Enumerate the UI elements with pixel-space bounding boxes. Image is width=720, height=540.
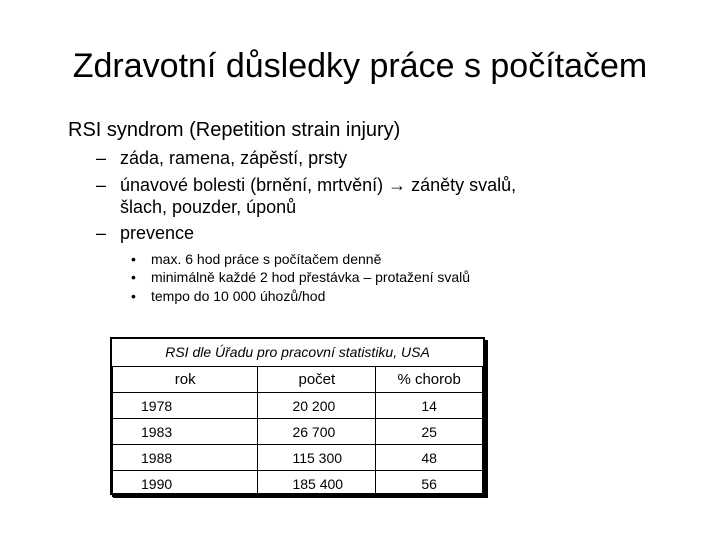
table-row: [113, 471, 483, 497]
cell-percent: 25: [376, 419, 483, 445]
data-table: [112, 366, 483, 497]
bullet-dot: •: [131, 269, 136, 285]
cell-count: 185 400: [258, 471, 376, 497]
slide-title: Zdravotní důsledky práce s počítačem: [72, 47, 648, 85]
header-count: počet: [258, 367, 376, 393]
cell-year: 1990: [113, 471, 258, 497]
bullet-dot: •: [131, 288, 136, 304]
bullet-dot: •: [131, 251, 136, 267]
prevention-item-text: minimálně každé 2 hod přestávka – protažení svalů: [151, 269, 471, 285]
cell-year: 1983: [113, 419, 258, 445]
table-caption: RSI dle Úřadu pro pracovní statistiku, USA: [165, 344, 430, 360]
cell-count: 20 200: [258, 393, 376, 419]
table-header-row: [113, 367, 483, 393]
cell-count: 26 700: [258, 419, 376, 445]
sub-bullet-text: šlach, pouzder, úponů: [120, 197, 297, 217]
table-row: [113, 445, 483, 471]
prevention-item-text: tempo do 10 000 úhozů/hod: [151, 288, 326, 304]
prevention-item-text: max. 6 hod práce s počítačem denně: [151, 251, 382, 267]
sub-bullet-text: prevence: [120, 223, 195, 243]
cell-percent: 14: [376, 393, 483, 419]
dash-marker: –: [96, 175, 107, 195]
table-row: [113, 419, 483, 445]
dash-marker: –: [96, 223, 107, 243]
cell-year: 1988: [113, 445, 258, 471]
dash-marker: –: [96, 148, 107, 168]
header-percent: % chorob: [376, 367, 483, 393]
table-row: [113, 393, 483, 419]
header-year: rok: [113, 367, 258, 393]
cell-count: 115 300: [258, 445, 376, 471]
rsi-statistics-table: [110, 337, 485, 495]
cell-year: 1978: [113, 393, 258, 419]
main-bullet: RSI syndrom (Repetition strain injury): [68, 119, 401, 141]
cell-percent: 48: [376, 445, 483, 471]
sub-bullet-text: únavové bolesti (brnění, mrtvění) → záněty svalů,: [120, 175, 517, 195]
sub-bullet-text: záda, ramena, zápěstí, prsty: [120, 148, 348, 168]
cell-percent: 56: [376, 471, 483, 497]
